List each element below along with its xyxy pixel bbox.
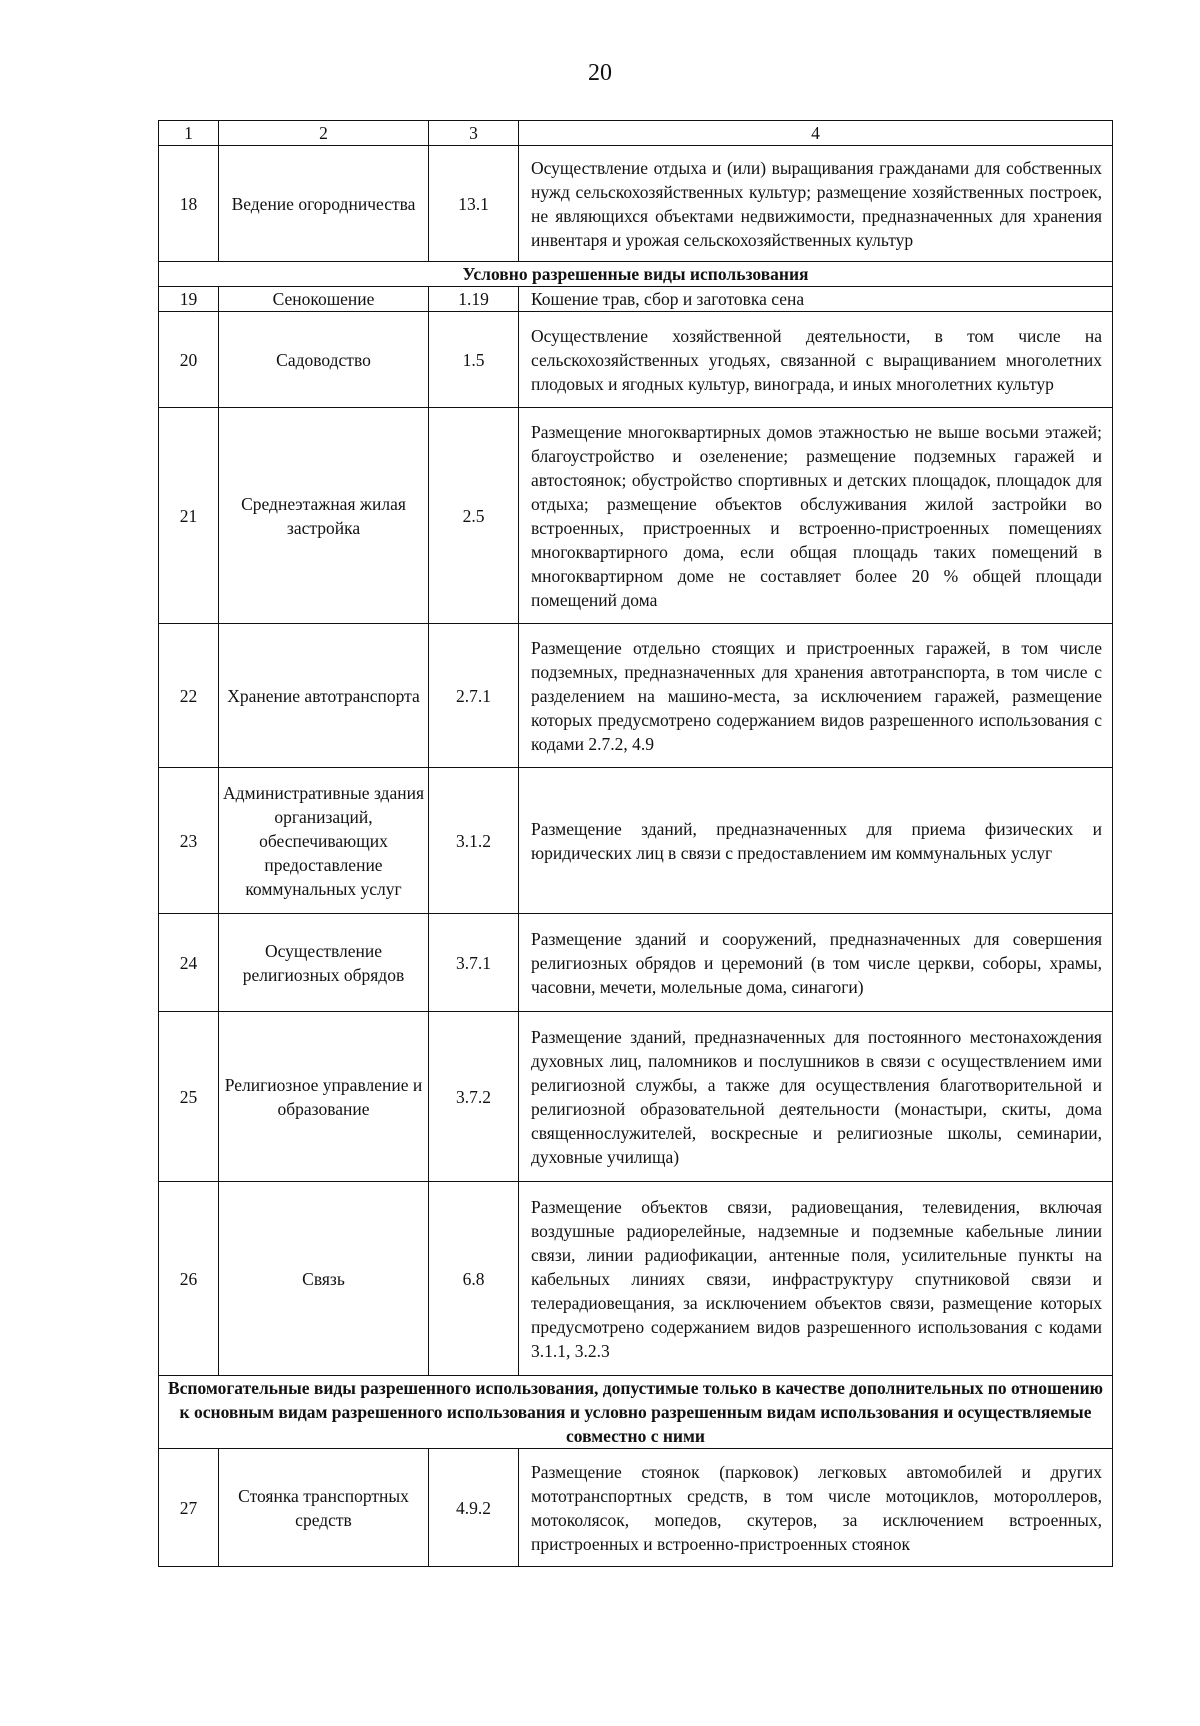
header-col-1: 1 bbox=[159, 121, 219, 146]
use-type-name: Садоводство bbox=[219, 312, 429, 408]
table-header-row bbox=[159, 121, 1113, 146]
row-number: 25 bbox=[159, 1012, 219, 1182]
use-type-description: Размещение зданий и сооружений, предназначенных для совершения религиозных обрядов и церемоний (в том числе церкви, соборы, храмы, часовни, мечети, молельные дома, синагоги) bbox=[519, 914, 1113, 1012]
use-type-name: Осуществление религиозных обрядов bbox=[219, 914, 429, 1012]
use-type-name: Связь bbox=[219, 1182, 429, 1376]
use-type-name: Ведение огородничества bbox=[219, 146, 429, 262]
section-heading-row bbox=[159, 262, 1113, 287]
use-type-code: 3.7.2 bbox=[429, 1012, 519, 1182]
use-type-code: 6.8 bbox=[429, 1182, 519, 1376]
table-row bbox=[159, 1012, 1113, 1182]
table-row bbox=[159, 408, 1113, 624]
section-heading-auxiliary: Вспомогательные виды разрешенного использования, допустимые только в качестве дополнительных по отношению к основным видам разрешенного использования и условно разрешенным видам использования и осуществляемые совместно с ними bbox=[159, 1376, 1113, 1449]
header-col-3: 3 bbox=[429, 121, 519, 146]
table-row bbox=[159, 312, 1113, 408]
use-type-code: 2.7.1 bbox=[429, 624, 519, 768]
use-type-description: Осуществление отдыха и (или) выращивания гражданами для собственных нужд сельскохозяйственных культур; размещение хозяйственных построек, не являющихся объектами недвижимости, предназначенных для хранения инвентаря и урожая сельскохозяйственных культур bbox=[519, 146, 1113, 262]
use-type-description: Осуществление хозяйственной деятельности, в том числе на сельскохозяйственных угодьях, связанной с выращиванием многолетних плодовых и ягодных культур, винограда, и иных многолетних культур bbox=[519, 312, 1113, 408]
use-type-code: 13.1 bbox=[429, 146, 519, 262]
use-type-name: Религиозное управление и образование bbox=[219, 1012, 429, 1182]
row-number: 24 bbox=[159, 914, 219, 1012]
use-type-name: Стоянка транспортных средств bbox=[219, 1449, 429, 1567]
use-type-code: 3.1.2 bbox=[429, 768, 519, 914]
table-row bbox=[159, 287, 1113, 312]
table-row bbox=[159, 624, 1113, 768]
use-type-name: Хранение автотранспорта bbox=[219, 624, 429, 768]
row-number: 26 bbox=[159, 1182, 219, 1376]
page-number: 20 bbox=[588, 60, 612, 86]
table-row bbox=[159, 146, 1113, 262]
use-type-description: Размещение зданий, предназначенных для приема физических и юридических лиц в связи с предоставлением им коммунальных услуг bbox=[519, 768, 1113, 914]
row-number: 27 bbox=[159, 1449, 219, 1567]
use-type-description: Кошение трав, сбор и заготовка сена bbox=[519, 287, 1113, 312]
use-type-description: Размещение объектов связи, радиовещания, телевидения, включая воздушные радиорелейные, надземные и подземные кабельные линии связи, линии радиофикации, антенные поля, усилительные пункты на кабельных линиях связи, инфраструктуру спутниковой связи и телерадиовещания, за исключением объектов связи, размещение которых предусмотрено содержанием видов разрешенного использования с кодами 3.1.1, 3.2.3 bbox=[519, 1182, 1113, 1376]
section-heading-conditional: Условно разрешенные виды использования bbox=[159, 262, 1113, 287]
use-type-code: 1.19 bbox=[429, 287, 519, 312]
table-row bbox=[159, 1182, 1113, 1376]
use-type-name: Среднеэтажная жилая застройка bbox=[219, 408, 429, 624]
use-type-code: 3.7.1 bbox=[429, 914, 519, 1012]
table-row bbox=[159, 1449, 1113, 1567]
use-type-name: Сенокошение bbox=[219, 287, 429, 312]
table-row bbox=[159, 914, 1113, 1012]
use-type-name: Административные здания организаций, обеспечивающих предоставление коммунальных услуг bbox=[219, 768, 429, 914]
land-use-table bbox=[158, 120, 1113, 1567]
row-number: 18 bbox=[159, 146, 219, 262]
row-number: 23 bbox=[159, 768, 219, 914]
row-number: 20 bbox=[159, 312, 219, 408]
header-col-4: 4 bbox=[519, 121, 1113, 146]
row-number: 22 bbox=[159, 624, 219, 768]
use-type-description: Размещение многоквартирных домов этажностью не выше восьми этажей; благоустройство и озеленение; размещение подземных гаражей и автостоянок; обустройство спортивных и детских площадок, площадок для отдыха; размещение объектов обслуживания жилой застройки во встроенных, пристроенных и встроенно-пристроенных помещениях многоквартирного дома, если общая площадь таких помещений в многоквартирном доме не составляет более 20 % общей площади помещений дома bbox=[519, 408, 1113, 624]
row-number: 21 bbox=[159, 408, 219, 624]
use-type-description: Размещение зданий, предназначенных для постоянного местонахождения духовных лиц, паломников и послушников в связи с осуществлением ими религиозной службы, а также для осуществления благотворительной и религиозной образовательной деятельности (монастыри, скиты, дома священнослужителей, воскресные и религиозные школы, семинарии, духовные училища) bbox=[519, 1012, 1113, 1182]
use-type-code: 2.5 bbox=[429, 408, 519, 624]
header-col-2: 2 bbox=[219, 121, 429, 146]
use-type-code: 4.9.2 bbox=[429, 1449, 519, 1567]
use-type-code: 1.5 bbox=[429, 312, 519, 408]
table-row bbox=[159, 768, 1113, 914]
row-number: 19 bbox=[159, 287, 219, 312]
use-type-description: Размещение отдельно стоящих и пристроенных гаражей, в том числе подземных, предназначенных для хранения автотранспорта, в том числе с разделением на машино-места, за исключением гаражей, размещение которых предусмотрено содержанием видов разрешенного использования с кодами 2.7.2, 4.9 bbox=[519, 624, 1113, 768]
use-type-description: Размещение стоянок (парковок) легковых автомобилей и других мототранспортных средств, в том числе мотоциклов, мотороллеров, мотоколясок, мопедов, скутеров, за исключением встроенных, пристроенных и встроенно-пристроенных стоянок bbox=[519, 1449, 1113, 1567]
section-heading-row bbox=[159, 1376, 1113, 1449]
